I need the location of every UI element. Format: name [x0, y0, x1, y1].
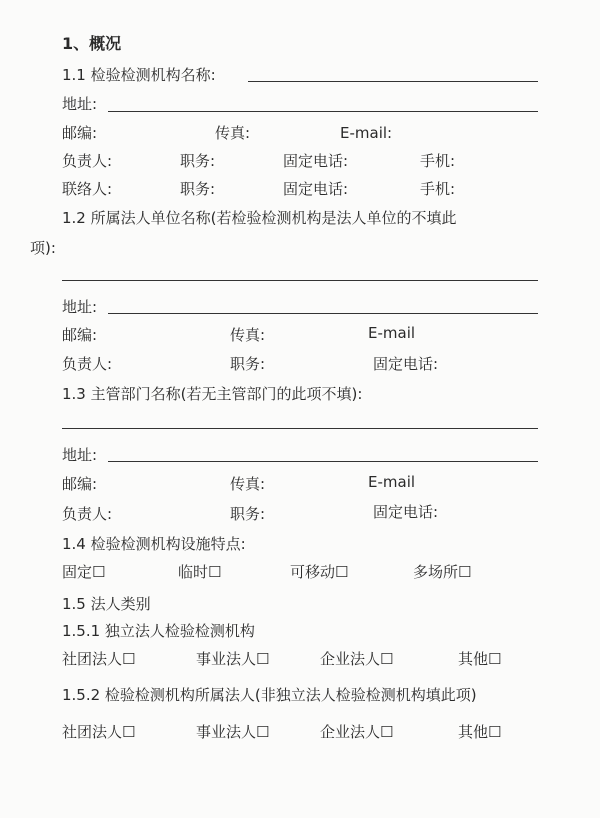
contact-label: 联络人: — [62, 180, 113, 198]
section-title: 1、概况 — [62, 34, 122, 53]
address-label-1: 地址: — [62, 95, 98, 113]
facility-fixed-checkbox[interactable]: 固定☐ — [62, 563, 106, 581]
position-label-4: 职务: — [230, 505, 266, 523]
mobile-label-1: 手机: — [420, 152, 456, 170]
sub2-other-checkbox[interactable]: 其他☐ — [458, 723, 502, 741]
sub2-association-checkbox[interactable]: 社团法人☐ — [62, 723, 136, 741]
address-label-2: 地址: — [62, 298, 98, 316]
fax-label-3: 传真: — [230, 475, 266, 493]
head-label-3: 负责人: — [62, 505, 113, 523]
sub1-institution-checkbox[interactable]: 事业法人☐ — [196, 650, 270, 668]
sub2-enterprise-checkbox[interactable]: 企业法人☐ — [320, 723, 394, 741]
position-label-3: 职务: — [230, 355, 266, 373]
affiliated-legal-label: 1.5.2 检验检测机构所属法人(非独立法人检验检测机构填此项) — [62, 686, 477, 704]
phone-label-4: 固定电话: — [373, 503, 439, 521]
parent-org-field[interactable] — [62, 280, 538, 281]
legal-type-label: 1.5 法人类别 — [62, 595, 151, 613]
sub1-other-checkbox[interactable]: 其他☐ — [458, 650, 502, 668]
phone-label-1: 固定电话: — [283, 152, 349, 170]
postcode-label-2: 邮编: — [62, 326, 98, 344]
email-label-1: E-mail: — [340, 124, 393, 142]
fax-label-2: 传真: — [230, 326, 266, 344]
email-label-2: E-mail — [368, 324, 416, 342]
facility-mobile-checkbox[interactable]: 可移动☐ — [290, 563, 349, 581]
parent-org-label-cont: 项): — [30, 239, 56, 257]
org-name-label: 1.1 检验检测机构名称: — [62, 66, 216, 84]
address-field-2[interactable] — [108, 313, 538, 314]
sub2-institution-checkbox[interactable]: 事业法人☐ — [196, 723, 270, 741]
address-field-1[interactable] — [108, 111, 538, 112]
position-label-2: 职务: — [180, 180, 216, 198]
parent-org-label: 1.2 所属法人单位名称(若检验检测机构是法人单位的不填此 — [62, 209, 457, 227]
supervisor-label: 1.3 主管部门名称(若无主管部门的此项不填): — [62, 385, 363, 403]
sub1-association-checkbox[interactable]: 社团法人☐ — [62, 650, 136, 668]
supervisor-field[interactable] — [62, 428, 538, 429]
facility-multisite-checkbox[interactable]: 多场所☐ — [413, 563, 472, 581]
facility-temporary-checkbox[interactable]: 临时☐ — [178, 563, 222, 581]
position-label-1: 职务: — [180, 152, 216, 170]
phone-label-3: 固定电话: — [373, 355, 439, 373]
email-label-3: E-mail — [368, 473, 416, 491]
address-field-3[interactable] — [108, 461, 538, 462]
org-name-field[interactable] — [248, 81, 538, 82]
postcode-label-1: 邮编: — [62, 124, 98, 142]
head-label-1: 负责人: — [62, 152, 113, 170]
mobile-label-2: 手机: — [420, 180, 456, 198]
address-label-3: 地址: — [62, 446, 98, 464]
independent-legal-label: 1.5.1 独立法人检验检测机构 — [62, 622, 255, 640]
fax-label-1: 传真: — [215, 124, 251, 142]
sub1-enterprise-checkbox[interactable]: 企业法人☐ — [320, 650, 394, 668]
phone-label-2: 固定电话: — [283, 180, 349, 198]
facility-label: 1.4 检验检测机构设施特点: — [62, 535, 246, 553]
head-label-2: 负责人: — [62, 355, 113, 373]
postcode-label-3: 邮编: — [62, 475, 98, 493]
